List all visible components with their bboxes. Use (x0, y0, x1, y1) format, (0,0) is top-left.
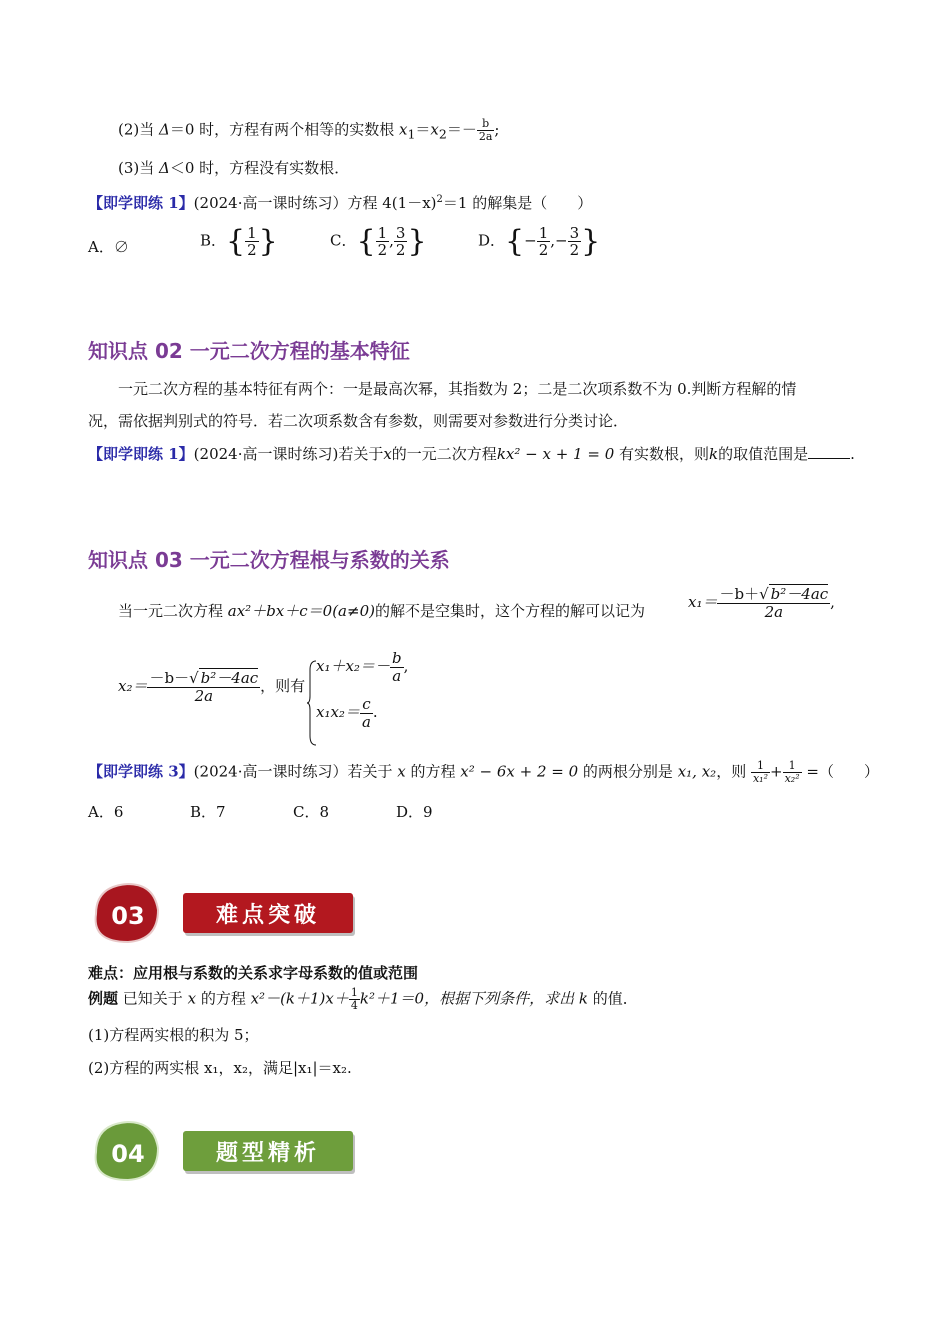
answer-blank (808, 458, 850, 459)
condition-line-2: (2)当 Δ＝0 时，方程有两个相等的实数根 $x_1=x_2=-$ $\frac{b}{2a}$ ; (118, 117, 500, 144)
section-04-banner: 题型精析 (183, 1131, 353, 1171)
exercise-tag: 【即学即练 1】 (88, 194, 194, 212)
kp02-title: 知识点 02 一元二次方程的基本特征 (88, 339, 410, 363)
section-03-number: 03 (111, 902, 145, 930)
example-problem: 例题 已知关于 x 的方程 x²－(k＋1)x＋ $\frac{1}{4}$ k²＋1＝0，根据下列条件，求出 k 的值． (88, 986, 638, 1013)
kp03-title: 知识点 03 一元二次方程根与系数的关系 (88, 548, 450, 572)
section-03-badge-icon (88, 880, 160, 946)
kp03-option-b: B．7 (190, 803, 226, 821)
kp03-exercise: 【即学即练 3】(2024·高一课时练习）若关于 x 的方程 x² − 6x + 2 = 0 的两根分别是 x₁, x₂，则 $\frac{1}{\text{x₁²}}$ + $\frac{1}{\text{x₂²}}$ =（ ） (88, 759, 879, 786)
vieta-product: x₁x₂＝ $\frac{c}{a}$ . (316, 695, 378, 731)
option-a: A．∅ (88, 238, 129, 256)
root-formula-x2: x₂＝ $\frac{\text{－b－√ b²－4ac}}{2a}$ ，则有 (118, 669, 306, 705)
exercise-1: 【即学即练 1】(2024·高一课时练习）方程 $4(1-x)^2=1$ 的解集是（ ） (88, 194, 593, 212)
kp02-exercise: 【即学即练 1】(2024·高一课时练习)若关于x的一元二次方程kx² − x + 1 = 0 有实数根，则k的取值范围是 . (88, 445, 855, 463)
example-question-2: (2)方程的两实根 x₁，x₂，满足|x₁|＝x₂. (88, 1059, 352, 1077)
kp03-option-c: C．8 (293, 803, 330, 821)
exercise-tag: 【即学即练 3】 (88, 762, 194, 781)
section-03-banner: 难点突破 (183, 893, 353, 933)
root-formula-x1: x₁＝ $\frac{\text{－b＋√ b²－4ac}}{2a}$ , (688, 585, 835, 621)
exercise-tag: 【即学即练 1】 (88, 445, 194, 463)
option-c: C．{ $\frac{1}{2}$ , $\frac{3}{2}$ } (330, 223, 427, 259)
condition-line-3: (3)当 Δ＜0 时，方程没有实数根． (118, 159, 350, 177)
vieta-sum: x₁＋x₂＝－ $\frac{b}{a}$ , (316, 649, 409, 685)
option-d: D．{− $\frac{1}{2}$ ,− $\frac{3}{2}$ } (478, 223, 601, 259)
section-04-number: 04 (111, 1140, 145, 1168)
option-b: B．{ $\frac{1}{2}$ } (200, 223, 278, 259)
difficulty-subtitle: 难点：应用根与系数的关系求字母系数的值或范围 (88, 964, 419, 982)
kp02-paragraph-1: 一元二次方程的基本特征有两个：一是最高次幂，其指数为 2；二是二次项系数不为 0.判断方程解的情 (118, 380, 797, 398)
kp03-option-a: A．6 (88, 803, 124, 821)
example-question-1: (1)方程两实根的积为 5； (88, 1026, 259, 1044)
kp02-paragraph-2: 况，需依据判别式的符号．若二次项系数含有参数，则需要对参数进行分类讨论． (88, 412, 629, 430)
kp03-intro: 当一元二次方程 ax²＋bx＋c＝0(a≠0)的解不是空集时，这个方程的解可以记为 (118, 602, 645, 620)
kp03-option-d: D．9 (396, 803, 433, 821)
section-04-badge-icon (88, 1118, 160, 1184)
